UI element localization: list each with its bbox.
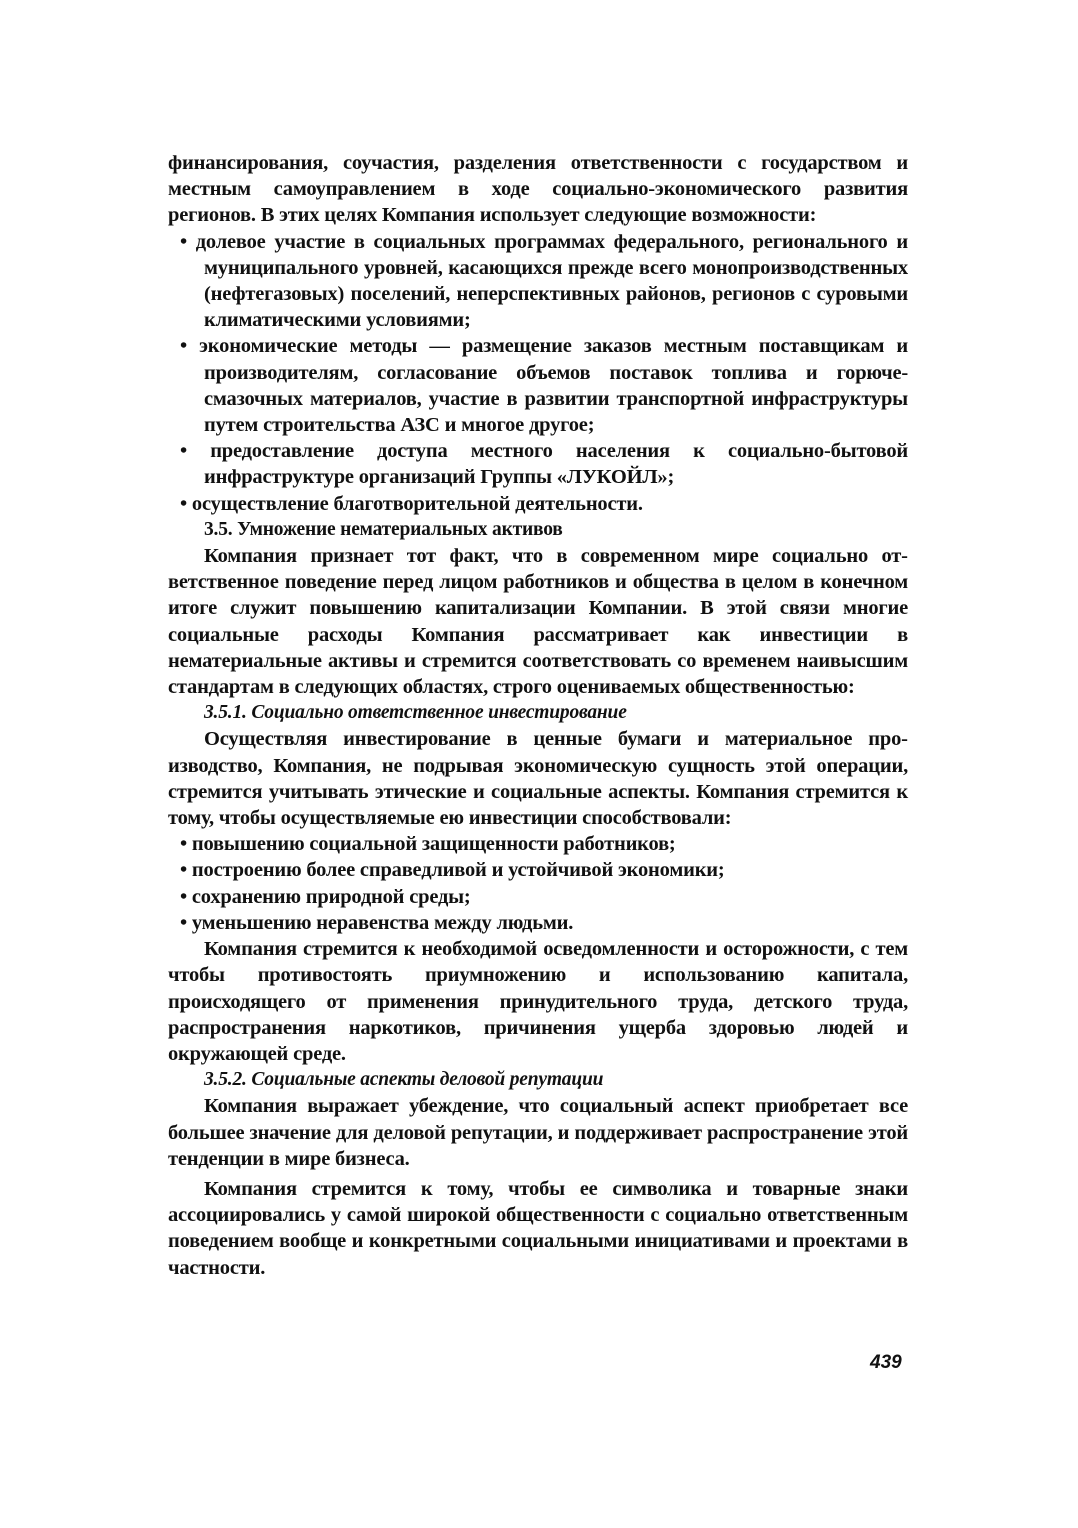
page-body [168, 150, 908, 1281]
subsection-paragraph: Компания выражает убеждение, что социальный аспект приобретает все большее значение для деловой репутации, и поддерживает распространение этой тенденции в мире бизнеса. [168, 1095, 908, 1170]
page-number: 439 [870, 1352, 902, 1373]
subsection-paragraph: Компания стремится к тому, чтобы ее символика и товарные знаки ассоциировались у самой широкой общественности с социально ответственным поведением вообще и конкретными социальными инициативами и проектами в частности. [168, 1177, 908, 1279]
bullet-item: • уменьшению неравенства между людьми. [180, 911, 574, 934]
bullet-item: • осуществление благотворительной деятельности. [180, 492, 643, 515]
text-block [168, 150, 908, 1281]
subsection-paragraph: Осуществляя инвестирование в ценные бумаги и материальное производство, Компания, не подрывая экономическую сущность этой операции, стремится учитывать этические и социальные аспекты. Компания стремится к тому, чтобы осуществляемые ею инвестиции способствовали: [168, 728, 908, 830]
bullet-item: • повышению социальной защищенности работников; [180, 833, 676, 856]
subsection-heading: 3.5.2. Социальные аспекты деловой репутации [204, 1069, 604, 1091]
intro-paragraph: финансирования, соучастия, разделения ответственности с государством и местным самоуправлением в ходе социально-экономического развития регионов. В этих целях Компания использует следующие возможности: [168, 152, 908, 227]
subsection-heading: 3.5.1. Социально ответственное инвестирование [204, 702, 627, 724]
bullet-item: • построению более справедливой и устойчивой экономики; [180, 859, 725, 882]
subsection-paragraph: Компания стремится к необходимой осведомленности и осторожности, с тем чтобы противостоять приумножению и использованию капитала, происходящего от применения принудительного труда, детского труда, распространения наркотиков, причинения ущерба здоровью людей и окружающей среде. [168, 938, 908, 1065]
bullet-item: • сохранению природной среды; [180, 885, 471, 908]
bullet-item: • экономические методы — размещение заказов местным поставщикам и производителям, согласование объемов поставок топлива и горюче-смазочных материалов, участие в развитии транспортной инфраструктуры путем строительства АЗС и многое другое; [180, 335, 908, 437]
section-heading: 3.5. Умножение нематериальных активов [204, 518, 563, 540]
bullet-item: • предоставление доступа местного населения к социально-бытовой инфраструктуре организаций Группы «ЛУКОЙЛ»; [180, 440, 908, 489]
bullet-item: • долевое участие в социальных программах федерального, регионального и муниципального уровней, касающихся прежде всего монопроизводственных (нефтегазовых) поселений, неперспективных районов, регионов с суровыми климатическими условиями; [180, 230, 908, 332]
section-paragraph: Компания признает тот факт, что в современном мире социально ответственное поведение перед лицом работников и общества в целом в конечном итоге служит повышению капитализации Компании. В этой связи многие социальные расходы Компания рассматривает как инвестиции в нематериальные активы и стремится соответствовать со временем наивысшим стандартам в следующих областях, строго оцениваемых общественностью: [168, 545, 908, 699]
